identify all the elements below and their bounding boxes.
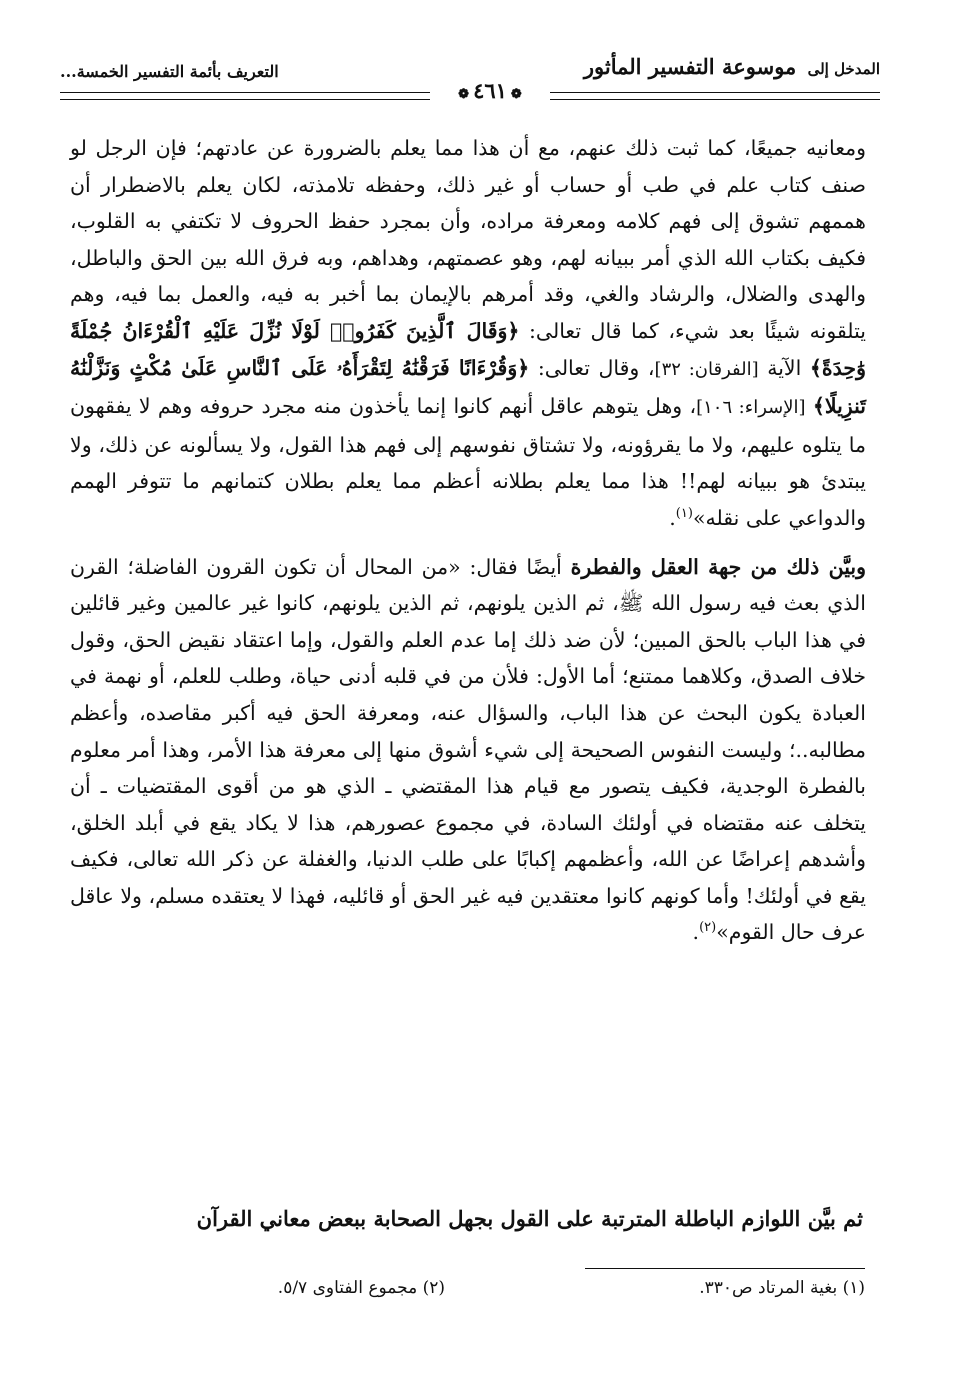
book-title: موسوعة التفسير المأثور bbox=[583, 54, 797, 79]
ornament-icon: ❁ bbox=[510, 87, 522, 102]
page-number bbox=[430, 76, 550, 106]
page-header bbox=[60, 48, 880, 104]
closing-heading: ثم بيَّن اللوازم الباطلة المترتبة على القول بجهل الصحابة ببعض معاني القرآن bbox=[196, 1206, 863, 1231]
quran-verse: ﴿وَقَالَ ٱلَّذِينَ كَفَرُوا۟ لَوْلَا نُزِّلَ عَلَيْهِ ٱلْقُرْءَانُ جُمْلَةً وَٰحِدَةً﴾ bbox=[70, 318, 866, 380]
verse-reference: [الفرقان: ٣٢] bbox=[654, 358, 759, 380]
footnote-marker: (١) bbox=[675, 506, 693, 522]
footnotes bbox=[200, 1278, 865, 1308]
text-run: الآية bbox=[758, 355, 810, 380]
ornament-icon: ❁ bbox=[458, 87, 470, 102]
running-head-book bbox=[584, 54, 880, 79]
book-prefix: المدخل إلى bbox=[807, 60, 880, 78]
footnote-1: (١) بغية المرتاد ص٣٣٠. bbox=[699, 1278, 865, 1298]
footnote-2: (٢) مجموع الفتاوى ٥/٧. bbox=[277, 1278, 445, 1298]
text-run: . bbox=[692, 920, 700, 945]
text-run: ومعانيه جميعًا، كما ثبت ذلك عنهم، مع أن هذا مما يعلم بالضرورة عن عادتهم؛ فإن الرجل لو صنف كتاب علم في طب أو حساب أو غير ذلك، وحفظه تلامذته، لكان يعلم بالاضطرار أن هممهم تشوق إلى فهم كلامه ومعرفة مراده، وأن بمجرد حفظ الحروف لا تكتفي به القلوب، فكيف بكتاب الله الذي أمر ببيانه لهم، وهو عصمتهم، وهداهم، وبه فرق الله بين الحق والباطل، والهدى والضلال، والرشاد والغي، وقد أمرهم بالإيمان بما أخبر به فيه، والعمل بما فيه، وهم يتلقونه شيئًا بعد شيء، كما قال تعالى: bbox=[70, 136, 866, 343]
paragraph-2 bbox=[70, 549, 866, 952]
lead-phrase: وبيَّن ذلك من جهة العقل والفطرة bbox=[570, 554, 866, 579]
quran-verse: ﴿وَقُرْءَانًا فَرَقْنَٰهُ لِتَقْرَأَهُۥ عَلَى ٱلنَّاسِ عَلَىٰ مُكْثٍ وَنَزَّلْنَٰهُ تَنزِيلًا﴾ bbox=[70, 355, 866, 419]
verse-reference: [الإسراء: ١٠٦] bbox=[696, 397, 806, 419]
text-run: ، وقال تعالى: bbox=[529, 355, 655, 380]
running-head-section: التعريف بأئمة التفسير الخمسة... bbox=[60, 62, 279, 81]
footnote-rule bbox=[585, 1268, 865, 1269]
page-number-value: ٤٦١ bbox=[473, 78, 507, 103]
text-run: . bbox=[669, 505, 676, 530]
paragraph-1 bbox=[70, 130, 866, 537]
footnote-marker: (٢) bbox=[699, 920, 717, 936]
main-text bbox=[70, 130, 866, 951]
text-run: ، وهل يتوهم عاقل أنهم كانوا إنما يأخذون منه مجرد حروفه وهم لا يفقهون ما يتلوه عليهم، ولا ما يقرؤونه، ولا تشتاق نفوسهم إلى فهم هذا القول، ولا يسألونه عن ذلك، ولا يبتدئ هو ببيانه لهم!! هذا مما يعلم بطلانه أعظم مما يعلم بطلان كتمانهم ما تتوفر الهمم والدواعي على نقله» bbox=[70, 394, 866, 530]
text-run: أيضًا فقال: «من المحال أن تكون القرون الفاضلة؛ القرن الذي بعث فيه رسول الله ﷺ، ثم الذين يلونهم، ثم الذين يلونهم، كانوا غير عالمين وغير قائلين في هذا الباب بالحق المبين؛ لأن ضد ذلك إما عدم العلم والقول، وإما اعتقاد نقيض الحق، وقول خلاف الصدق، وكلاهما ممتنع؛ أما الأول: فلأن من في قلبه أدنى حياة، وطلب للعلم، أو نهمة في العبادة يكون البحث عن هذا الباب، والسؤال عنه، ومعرفة الحق فيه أكبر مقاصده، وأعظم مطالبه..؛ وليست النفوس الصحيحة إلى شيء أشوق منها إلى معرفة هذا الأمر، وهذا أمر معلوم بالفطرة الوجدية، فكيف يتصور مع قيام هذا المقتضي ـ الذي هو من أقوى المقتضيات ـ أن يتخلف عنه مقتضاه في أولئك السادة، في مجموع عصورهم، هذا لا يكاد يقع في أبلد الخلق، وأشدهم إعراضًا عن الله، وأعظمهم إكبابًا على طلب الدنيا، والغفلة عن ذكر الله تعالى، فكيف يقع في أولئك! وأما كونهم كانوا معتقدين فيه غير الحق أو قائليه، فهذا لا يعتقده مسلم، ولا عاقل عرف حال القوم» bbox=[70, 554, 866, 945]
